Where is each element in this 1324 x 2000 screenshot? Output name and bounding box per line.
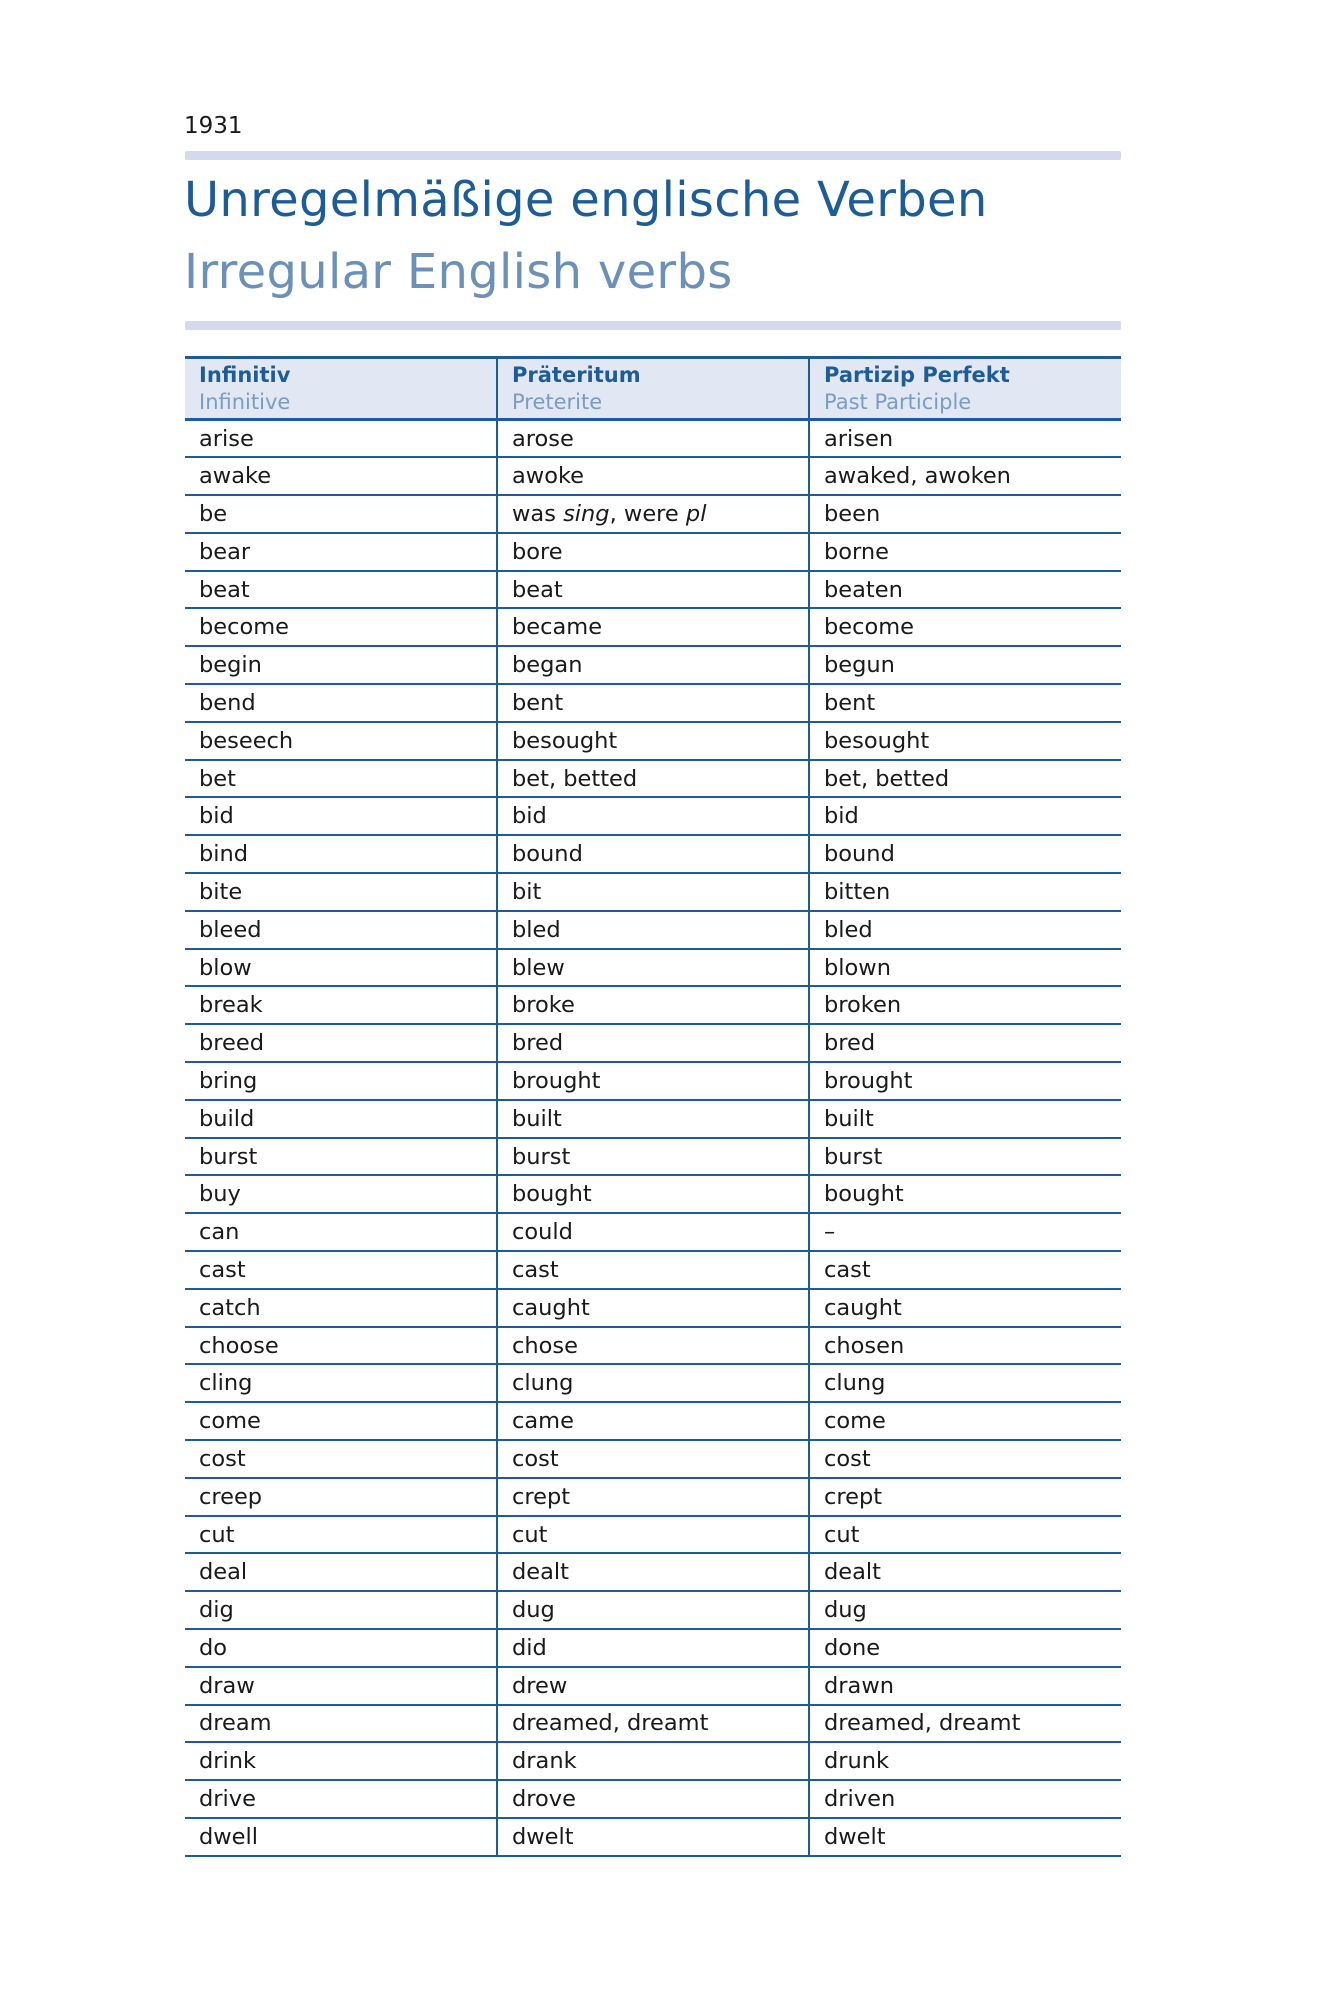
header-infinitive-german: Infinitiv [199,363,291,387]
past-participle-cell: brought [809,1062,1121,1100]
infinitive-cell: choose [185,1327,497,1365]
infinitive-cell: can [185,1213,497,1251]
past-participle-cell: borne [809,533,1121,571]
be-preterite-pl: pl [685,500,707,527]
infinitive-cell: bring [185,1062,497,1100]
preterite-cell: cost [497,1440,809,1478]
preterite-cell: broke [497,986,809,1024]
page-number: 1931 [184,113,243,139]
infinitive-cell: blow [185,949,497,987]
irregular-verbs-table [185,356,1121,1857]
infinitive-cell: dig [185,1591,497,1629]
preterite-cell: could [497,1213,809,1251]
infinitive-cell: beat [185,571,497,609]
table-row [185,1553,1121,1591]
past-participle-cell: – [809,1213,1121,1251]
preterite-cell: bet, betted [497,760,809,798]
be-preterite-part1: was [512,500,564,527]
table-row [185,911,1121,949]
infinitive-cell: bleed [185,911,497,949]
preterite-cell: drove [497,1780,809,1818]
table-row [185,1213,1121,1251]
preterite-cell: came [497,1402,809,1440]
infinitive-cell: cast [185,1251,497,1289]
infinitive-cell: drive [185,1780,497,1818]
infinitive-cell: be [185,495,497,533]
past-participle-cell: beaten [809,571,1121,609]
preterite-cell: brought [497,1062,809,1100]
table-row [185,722,1121,760]
preterite-cell: did [497,1629,809,1667]
preterite-cell: bid [497,797,809,835]
table-row [185,608,1121,646]
title-divider [185,321,1121,330]
infinitive-cell: bite [185,873,497,911]
table-row [185,1478,1121,1516]
infinitive-cell: breed [185,1024,497,1062]
table-row [185,1780,1121,1818]
infinitive-cell: draw [185,1667,497,1705]
preterite-cell: drank [497,1742,809,1780]
past-participle-cell: bound [809,835,1121,873]
past-participle-cell: bent [809,684,1121,722]
past-participle-cell: arisen [809,420,1121,458]
preterite-cell: burst [497,1138,809,1176]
table-row [185,835,1121,873]
past-participle-cell: been [809,495,1121,533]
preterite-cell: built [497,1100,809,1138]
infinitive-cell: come [185,1402,497,1440]
infinitive-cell: bet [185,760,497,798]
preterite-cell: clung [497,1364,809,1402]
preterite-cell: dug [497,1591,809,1629]
infinitive-cell: build [185,1100,497,1138]
preterite-cell: caught [497,1289,809,1327]
title-english: Irregular English verbs [184,244,733,300]
top-divider [185,151,1121,160]
infinitive-cell: bind [185,835,497,873]
infinitive-cell: cling [185,1364,497,1402]
past-participle-cell: driven [809,1780,1121,1818]
past-participle-cell: become [809,608,1121,646]
infinitive-cell: catch [185,1289,497,1327]
preterite-cell: beat [497,571,809,609]
past-participle-cell: bled [809,911,1121,949]
infinitive-cell: awake [185,457,497,495]
table-row [185,684,1121,722]
past-participle-cell: come [809,1402,1121,1440]
header-infinitive-english: Infinitive [199,390,291,414]
table-body [185,420,1121,1856]
past-participle-cell: begun [809,646,1121,684]
table-row [185,760,1121,798]
preterite-cell: cut [497,1516,809,1554]
past-participle-cell: drunk [809,1742,1121,1780]
preterite-cell: bore [497,533,809,571]
table-row [185,1138,1121,1176]
table-row [185,873,1121,911]
infinitive-cell: break [185,986,497,1024]
past-participle-cell: caught [809,1289,1121,1327]
infinitive-cell: bid [185,797,497,835]
table-row [185,1062,1121,1100]
table-row [185,571,1121,609]
table-row [185,1705,1121,1743]
preterite-cell: bound [497,835,809,873]
past-participle-cell: chosen [809,1327,1121,1365]
infinitive-cell: creep [185,1478,497,1516]
infinitive-cell: beseech [185,722,497,760]
preterite-cell: became [497,608,809,646]
table-header-row [185,358,1121,420]
table-row [185,1251,1121,1289]
past-participle-cell: bought [809,1175,1121,1213]
table-row [185,1402,1121,1440]
preterite-cell: awoke [497,457,809,495]
table-row [185,1629,1121,1667]
preterite-cell: crept [497,1478,809,1516]
past-participle-cell: dwelt [809,1818,1121,1856]
be-preterite-sing: sing [563,500,610,527]
infinitive-cell: deal [185,1553,497,1591]
past-participle-cell: dreamed, dreamt [809,1705,1121,1743]
past-participle-cell: cost [809,1440,1121,1478]
infinitive-cell: dwell [185,1818,497,1856]
table-row [185,1440,1121,1478]
preterite-cell: bought [497,1175,809,1213]
past-participle-cell: dug [809,1591,1121,1629]
preterite-cell: chose [497,1327,809,1365]
header-past-participle-german: Partizip Perfekt [824,363,1010,387]
table-row [185,1591,1121,1629]
header-infinitive [185,358,497,420]
table-row [185,1024,1121,1062]
infinitive-cell: do [185,1629,497,1667]
table-row [185,420,1121,458]
preterite-cell: bred [497,1024,809,1062]
infinitive-cell: arise [185,420,497,458]
past-participle-cell: burst [809,1138,1121,1176]
infinitive-cell: begin [185,646,497,684]
preterite-cell: bit [497,873,809,911]
header-preterite [497,358,809,420]
table-row [185,1516,1121,1554]
infinitive-cell: bear [185,533,497,571]
infinitive-cell: cost [185,1440,497,1478]
preterite-cell: cast [497,1251,809,1289]
past-participle-cell: besought [809,722,1121,760]
table-row [185,457,1121,495]
past-participle-cell: bred [809,1024,1121,1062]
header-preterite-english: Preterite [512,390,603,414]
preterite-cell: arose [497,420,809,458]
table-row [185,1289,1121,1327]
header-past-participle-english: Past Participle [824,390,972,414]
infinitive-cell: cut [185,1516,497,1554]
past-participle-cell: dealt [809,1553,1121,1591]
past-participle-cell: awaked, awoken [809,457,1121,495]
past-participle-cell: bid [809,797,1121,835]
infinitive-cell: bend [185,684,497,722]
table-row [185,495,1121,533]
table-row [185,797,1121,835]
infinitive-cell: become [185,608,497,646]
title-german: Unregelmäßige englische Verben [184,172,988,228]
past-participle-cell: broken [809,986,1121,1024]
header-past-participle [809,358,1121,420]
preterite-cell: blew [497,949,809,987]
preterite-cell: bled [497,911,809,949]
table-row [185,1327,1121,1365]
past-participle-cell: bet, betted [809,760,1121,798]
preterite-cell: besought [497,722,809,760]
table-row [185,646,1121,684]
infinitive-cell: burst [185,1138,497,1176]
past-participle-cell: bitten [809,873,1121,911]
preterite-cell: drew [497,1667,809,1705]
preterite-cell: bent [497,684,809,722]
past-participle-cell: crept [809,1478,1121,1516]
table-row [185,1818,1121,1856]
header-preterite-german: Präteritum [512,363,641,387]
table-row [185,986,1121,1024]
preterite-cell: dealt [497,1553,809,1591]
infinitive-cell: dream [185,1705,497,1743]
preterite-cell: dwelt [497,1818,809,1856]
table-row [185,1100,1121,1138]
table-row [185,1175,1121,1213]
past-participle-cell: blown [809,949,1121,987]
infinitive-cell: drink [185,1742,497,1780]
past-participle-cell: drawn [809,1667,1121,1705]
table-row [185,949,1121,987]
past-participle-cell: built [809,1100,1121,1138]
table-row [185,533,1121,571]
be-preterite-part2: , were [609,500,686,527]
preterite-cell [497,495,809,533]
preterite-cell: began [497,646,809,684]
preterite-cell: dreamed, dreamt [497,1705,809,1743]
past-participle-cell: done [809,1629,1121,1667]
table-row [185,1742,1121,1780]
past-participle-cell: cut [809,1516,1121,1554]
past-participle-cell: cast [809,1251,1121,1289]
infinitive-cell: buy [185,1175,497,1213]
table-row [185,1667,1121,1705]
past-participle-cell: clung [809,1364,1121,1402]
table-row [185,1364,1121,1402]
